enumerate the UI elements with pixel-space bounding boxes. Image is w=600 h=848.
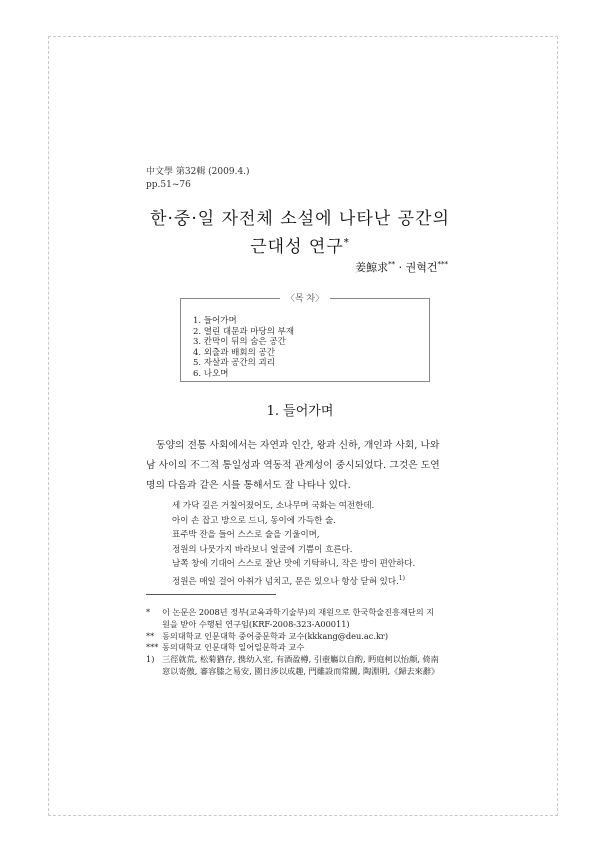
poem-line: 세 가닥 길은 거칠어졌어도, 소나무며 국화는 여전한데. (172, 501, 375, 511)
paper-title-line2 (0, 232, 600, 257)
table-of-contents (180, 294, 430, 382)
author-separator: · (395, 261, 406, 274)
toc-item: 5. 자살과 공간의 괴리 (193, 358, 275, 368)
footnote-ref: 1) (398, 574, 405, 582)
journal-header (146, 166, 250, 192)
author-mark-2: *** (437, 260, 448, 269)
title-footnote-mark: * (343, 237, 350, 249)
poem-quote (172, 499, 415, 589)
footnote (146, 654, 456, 678)
author-name-1: 姜鯨求 (355, 261, 389, 274)
footnote-line: 동의대학교 인문대학 일어일문학과 교수 (162, 642, 305, 653)
author-mark-1: ** (388, 260, 396, 269)
body-paragraph (146, 436, 454, 496)
footnote-mark: *** (146, 642, 159, 653)
poem-line: 표주박 잔을 들어 스스로 술을 기울이며, (172, 530, 320, 540)
footnote-mark: ** (146, 630, 155, 641)
poem-line: 정원의 나뭇가지 바라보니 얼굴에 기쁨이 흐른다. (172, 544, 353, 555)
footnote-line: 三徑就荒, 松菊猶存, 携幼入室, 有酒盈樽, 引壺觴以自酌, 眄庭柯以怡顔, 倚南 (162, 654, 439, 665)
footnote (146, 631, 456, 643)
body-line: 명의 다음과 같은 시를 통해서도 잘 나타나 있다. (146, 480, 351, 491)
poem-line: 아이 손 잡고 방으로 드니, 동이에 가득한 술. (172, 515, 336, 526)
footnotes (146, 607, 456, 678)
title-text: 근대성 연구 (250, 237, 344, 257)
toc-item: 3. 칸막이 뒤의 숨은 공간 (193, 337, 286, 347)
footnote (146, 642, 456, 654)
toc-item: 6. 나오며 (193, 368, 229, 379)
footnote (146, 607, 456, 631)
body-line: 남 사이의 不二적 통일성과 역동적 관계성이 중시되었다. 그것은 도연 (146, 460, 440, 471)
author-line (355, 259, 448, 275)
toc-list (193, 316, 294, 379)
paper-title-line1: 한·중·일 자전체 소설에 나타난 공간의 (150, 209, 450, 229)
footnote-mark: * (146, 607, 151, 617)
toc-heading: 〈목 차〉 (181, 293, 429, 305)
page-border (48, 36, 558, 816)
footnote-line: 동의대학교 인문대학 중어중문학과 교수(kkkang@deu.ac.kr) (162, 630, 389, 641)
page-range: pp.51~76 (146, 180, 191, 190)
footnote-divider (146, 594, 276, 595)
author-name-2: 권혁건 (405, 261, 438, 274)
body-line: 동양의 전통 사회에서는 자연과 인간, 왕과 신하, 개인과 사회, 나와 (156, 440, 440, 451)
poem-line-last: 정원은 매일 걸어 아취가 넘치고, 문은 있으나 항상 닫혀 있다.$^{1)}$ (172, 574, 405, 587)
footnote-mark: 1) (146, 654, 155, 665)
toc-item: 4. 외출과 배회의 공간 (193, 347, 275, 358)
toc-item: 2. 열린 대문과 마당의 부재 (193, 326, 295, 337)
footnote-line: 원을 받아 수행된 연구임(KRF-2008-323-A00011) (162, 618, 350, 629)
poem-line: 남쪽 창에 기대어 스스로 잘난 맛에 기탁하니, 작은 방이 편안하다. (172, 559, 416, 569)
footnote-line: 이 논문은 2008년 정부(교육과학기술부)의 재원으로 한국학술진흥재단의 지 (162, 607, 435, 617)
footnote-line: 窓以寄傲, 審容膝之易安, 園日涉以成趣, 門雖設而常關, 陶淵明,《歸去來辭》 (162, 665, 440, 676)
section-heading: 1. 들어가며 (266, 404, 334, 419)
journal-issue: 中文學 第32輯 (2009.4.) (146, 167, 250, 177)
toc-item: 1. 들어가며 (193, 316, 237, 326)
